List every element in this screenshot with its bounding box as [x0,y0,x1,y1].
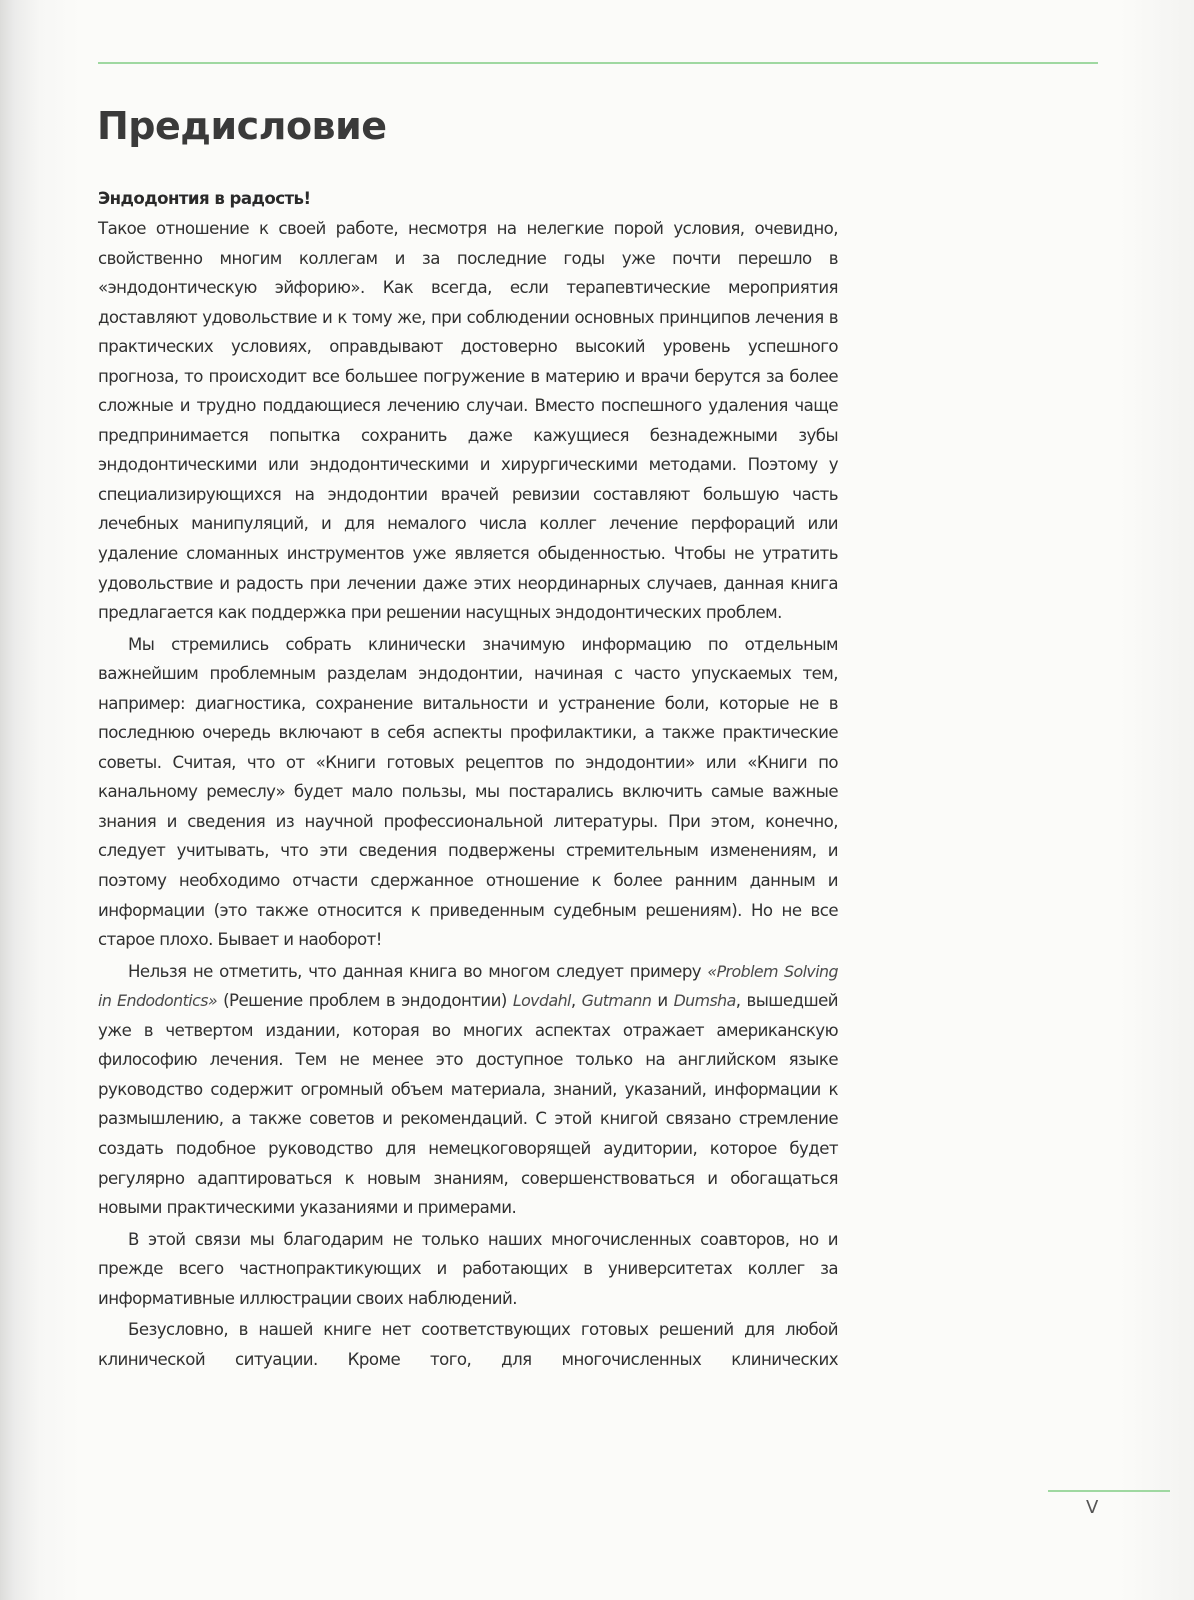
preface-body [98,184,838,1374]
book-title-reference: «Problem Solving in Endodontics» [98,961,838,1011]
paragraph-5: Безусловно, в нашей книге нет соответствующих готовых решений для любой клинической ситуации. Кроме того, для многочисленных клинических [98,1320,838,1369]
page-number: V [1086,1497,1099,1518]
paragraph-3 [98,957,838,1223]
paragraph-3-sep-2: и [651,991,674,1011]
top-rule [98,62,1098,64]
paragraph-3-sep-1: , [570,991,582,1011]
author-name: Lovdahl [512,991,571,1011]
paragraph-2: Мы стремились собрать клинически значимую информацию по отдельным важнейшим проблемным разделам эндодонтии, начиная с часто упускаемых тем, например: диагностика, сохранение витальности и устранение боли, которые не в последнюю очередь включают в себя аспекты профилактики, а также практические советы. Считая, что от «Книги готовых рецептов по эндодонтии» или «Книги по канальному ремеслу» будет мало пользы, мы постарались включить самые важные знания и сведения из научной профессиональной литературы. При этом, конечно, следует учитывать, что эти сведения подвержены стремительным изменениям, и поэтому необходимо отчасти сдержанное отношение к более ранним данным и информации (это также относится к приведенным судебным решениям). Но не все старое плохо. Бывает и наоборот! [98,634,838,950]
section-subheading: Эндодонтия в радость! [98,189,311,208]
page-title: Предисловие [97,104,387,148]
bottom-rule [1048,1490,1170,1492]
paragraph-3-text-b: (Решение проблем в эндодонтии) [217,991,513,1011]
paragraph-4: В этой связи мы благодарим не только наших многочисленных соавторов, но и прежде всего частнопрактикующих и работающих в университетах коллег за информативные иллюстрации своих наблюдений. [98,1229,838,1308]
paragraph-3-text-c: , вышедшей уже в четвертом издании, которая во многих аспектах отражает американскую философию лечения. Тем не менее это доступное только на английском языке руководство содержит огромный объем материала, знаний, указаний, информации к размышлению, а также советов и рекомендаций. С этой книгой связано стремление создать подобное руководство для немецкоговорящей аудитории, которое будет регулярно адаптироваться к новым знаниям, совершенствоваться и обогащаться новыми практическими указаниями и примерами. [98,991,838,1218]
paragraph-3-text-a: Нельзя не отметить, что данная книга во многом следует примеру [128,961,708,981]
author-name: Dumsha [673,991,736,1011]
author-name: Gutmann [581,991,652,1011]
paragraph-1: Такое отношение к своей работе, несмотря на нелегкие порой условия, очевидно, свойственно многим коллегам и за последние годы уже почти перешло в «эндодонтическую эйфорию». Как всегда, если терапевтические мероприятия доставляют удовольствие и к тому же, при соблюдении основных принципов лечения в практических условиях, оправдывают достоверно высокий уровень успешного прогноза, то происходит все большее погружение в материю и врачи берутся за более сложные и трудно поддающиеся лечению случаи. Вместо поспешного удаления чаще предпринимается попытка сохранить даже кажущиеся безнадежными зубы эндодонтическими или эндодонтическими и хирургическими методами. Поэтому у специализирующихся на эндодонтии врачей ревизии составляют большую часть лечебных манипуляций, и для немалого числа коллег лечение перфораций или удаление сломанных инструментов уже является обыденностью. Чтобы не утратить удовольствие и радость при лечении даже этих неординарных случаев, данная книга предлагается как поддержка при решении насущных эндодонтических проблем. [98,219,838,623]
